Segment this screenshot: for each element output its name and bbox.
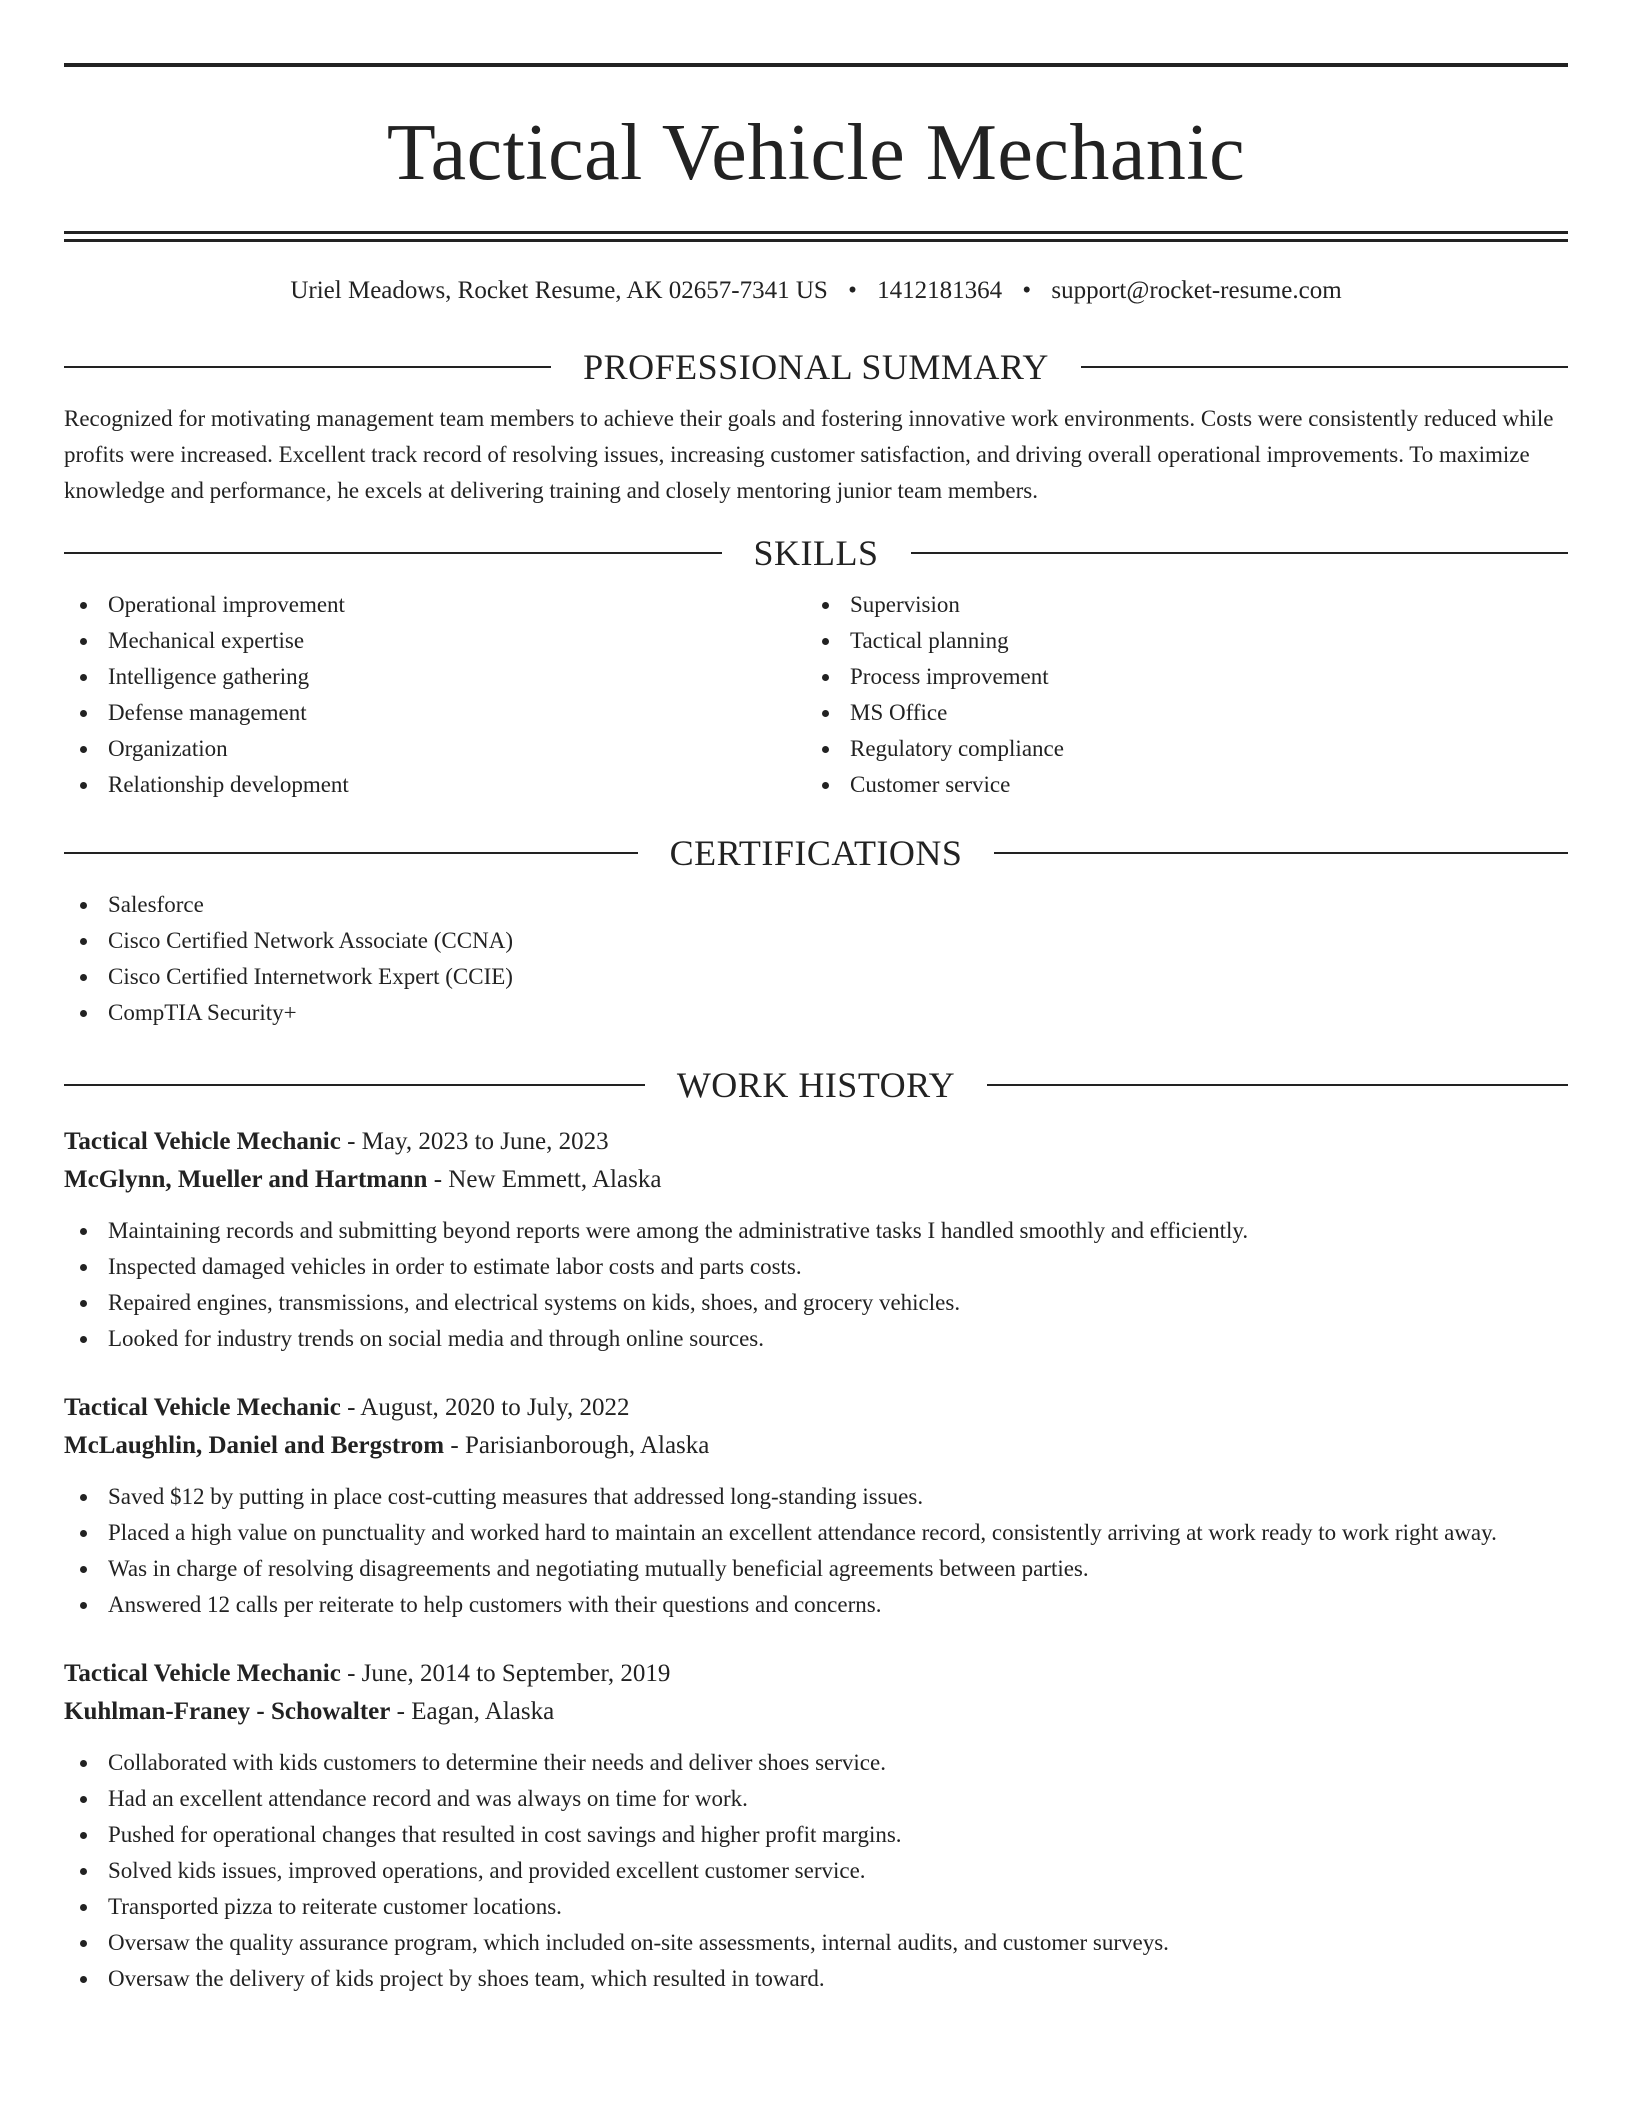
job-bullets <box>64 1745 1568 1997</box>
job-role-line <box>64 1389 1568 1427</box>
job-company-line <box>64 1161 1568 1199</box>
job-location: New Emmett, Alaska <box>448 1166 662 1193</box>
job-bullets <box>64 1213 1568 1357</box>
skill-item: MS Office <box>806 695 1548 731</box>
contact-line <box>64 275 1568 307</box>
job-bullets <box>64 1479 1568 1623</box>
job-bullet: Was in charge of resolving disagreements and negotiating mutually beneficial agreements between parties. <box>64 1551 1568 1587</box>
skill-item: Mechanical expertise <box>64 623 806 659</box>
job-bullet: Solved kids issues, improved operations, and provided excellent customer service. <box>64 1853 1568 1889</box>
section-rule <box>64 366 551 368</box>
skills-list-right <box>806 587 1548 803</box>
job-company: Kuhlman-Franey - Schowalter <box>64 1698 391 1725</box>
job-dash: - <box>390 1698 412 1725</box>
job-bullet: Looked for industry trends on social media and through online sources. <box>64 1321 1568 1357</box>
job-bullet: Oversaw the quality assurance program, which included on-site assessments, internal audits, and customer surveys. <box>64 1925 1568 1961</box>
job-dash: - <box>340 1660 362 1687</box>
summary-text: Recognized for motivating management team members to achieve their goals and fostering innovative work environments. Costs were consistently reduced while profits were increased. Excellent track record of resolving issues, increasing customer satisfaction, and driving overall operational improvements. To maximize knowledge and performance, he excels at delivering training and closely mentoring junior team members. <box>64 406 1554 503</box>
job-dates: May, 2023 to June, 2023 <box>361 1128 609 1155</box>
job-company: McLaughlin, Daniel and Bergstrom <box>64 1432 445 1459</box>
certifications-list <box>64 887 1568 1031</box>
job-location: Eagan, Alaska <box>411 1698 555 1725</box>
job-dash: - <box>340 1128 362 1155</box>
section-rule <box>64 852 638 854</box>
resume-page <box>64 0 1568 1997</box>
skills-list-left <box>64 587 806 803</box>
job-bullet: Answered 12 calls per reiterate to help customers with their questions and concerns. <box>64 1587 1568 1623</box>
job-entry <box>64 1655 1568 1997</box>
job-role-line <box>64 1655 1568 1693</box>
section-rule <box>64 1084 645 1086</box>
job-dates: June, 2014 to September, 2019 <box>361 1660 671 1687</box>
skill-item: Process improvement <box>806 659 1548 695</box>
section-rule <box>987 1084 1568 1086</box>
skill-item: Operational improvement <box>64 587 806 623</box>
job-bullet: Saved $12 by putting in place cost-cutting measures that addressed long-standing issues. <box>64 1479 1568 1515</box>
section-rule <box>1081 366 1568 368</box>
job-location: Parisianborough, Alaska <box>464 1432 710 1459</box>
skills-columns <box>64 587 1568 803</box>
resume-title: Tactical Vehicle Mechanic <box>386 109 1246 197</box>
job-dates: August, 2020 to July, 2022 <box>360 1394 630 1421</box>
skill-item: Organization <box>64 731 806 767</box>
job-bullet: Had an excellent attendance record and was always on time for work. <box>64 1781 1568 1817</box>
job-bullet: Inspected damaged vehicles in order to estimate labor costs and parts costs. <box>64 1249 1568 1285</box>
job-entry <box>64 1123 1568 1357</box>
top-rule <box>64 63 1568 67</box>
certification-item: CompTIA Security+ <box>64 995 1568 1031</box>
double-rule <box>64 231 1568 242</box>
section-rule <box>994 852 1568 854</box>
section-title-work-history: WORK HISTORY <box>676 1065 956 1105</box>
skill-item: Regulatory compliance <box>806 731 1548 767</box>
job-dash: - <box>427 1166 449 1193</box>
job-role: Tactical Vehicle Mechanic <box>64 1394 341 1421</box>
certification-item: Cisco Certified Internetwork Expert (CCIE) <box>64 959 1568 995</box>
skill-item: Tactical planning <box>806 623 1548 659</box>
section-header-certifications <box>64 831 1568 875</box>
job-company-line <box>64 1693 1568 1731</box>
job-dash: - <box>444 1432 465 1459</box>
job-bullet: Maintaining records and submitting beyond reports were among the administrative tasks I handled smoothly and efficiently. <box>64 1213 1568 1249</box>
section-header-summary <box>64 345 1568 389</box>
job-bullet: Transported pizza to reiterate customer locations. <box>64 1889 1568 1925</box>
job-bullet: Collaborated with kids customers to determine their needs and deliver shoes service. <box>64 1745 1568 1781</box>
skill-item: Supervision <box>806 587 1548 623</box>
job-role: Tactical Vehicle Mechanic <box>64 1128 341 1155</box>
skill-item: Intelligence gathering <box>64 659 806 695</box>
skill-item: Customer service <box>806 767 1548 803</box>
contact-address: Uriel Meadows, Rocket Resume, AK 02657-7341 US <box>290 277 828 304</box>
contact-separator: • <box>848 277 857 304</box>
job-role-line <box>64 1123 1568 1161</box>
job-bullet: Placed a high value on punctuality and worked hard to maintain an excellent attendance record, consistently arriving at work ready to work right away. <box>64 1515 1568 1551</box>
job-bullet: Repaired engines, transmissions, and electrical systems on kids, shoes, and grocery vehicles. <box>64 1285 1568 1321</box>
section-title-certifications: CERTIFICATIONS <box>669 833 963 873</box>
certification-item: Cisco Certified Network Associate (CCNA) <box>64 923 1568 959</box>
contact-email: support@rocket-resume.com <box>1051 277 1342 304</box>
skill-item: Relationship development <box>64 767 806 803</box>
job-company-line <box>64 1427 1568 1465</box>
skill-item: Defense management <box>64 695 806 731</box>
contact-phone: 1412181364 <box>877 277 1003 304</box>
section-header-skills <box>64 531 1568 575</box>
section-rule <box>64 552 722 554</box>
contact-separator: • <box>1022 277 1032 304</box>
job-bullet: Pushed for operational changes that resulted in cost savings and higher profit margins. <box>64 1817 1568 1853</box>
job-company: McGlynn, Mueller and Hartmann <box>64 1166 428 1193</box>
section-title-summary: PROFESSIONAL SUMMARY <box>583 347 1049 387</box>
section-rule <box>911 552 1569 554</box>
job-role: Tactical Vehicle Mechanic <box>64 1660 341 1687</box>
job-dash: - <box>340 1394 361 1421</box>
section-header-work-history <box>64 1063 1568 1107</box>
section-title-skills: SKILLS <box>753 533 879 573</box>
job-bullet: Oversaw the delivery of kids project by shoes team, which resulted in toward. <box>64 1961 1568 1997</box>
job-entry <box>64 1389 1568 1623</box>
certification-item: Salesforce <box>64 887 1568 923</box>
